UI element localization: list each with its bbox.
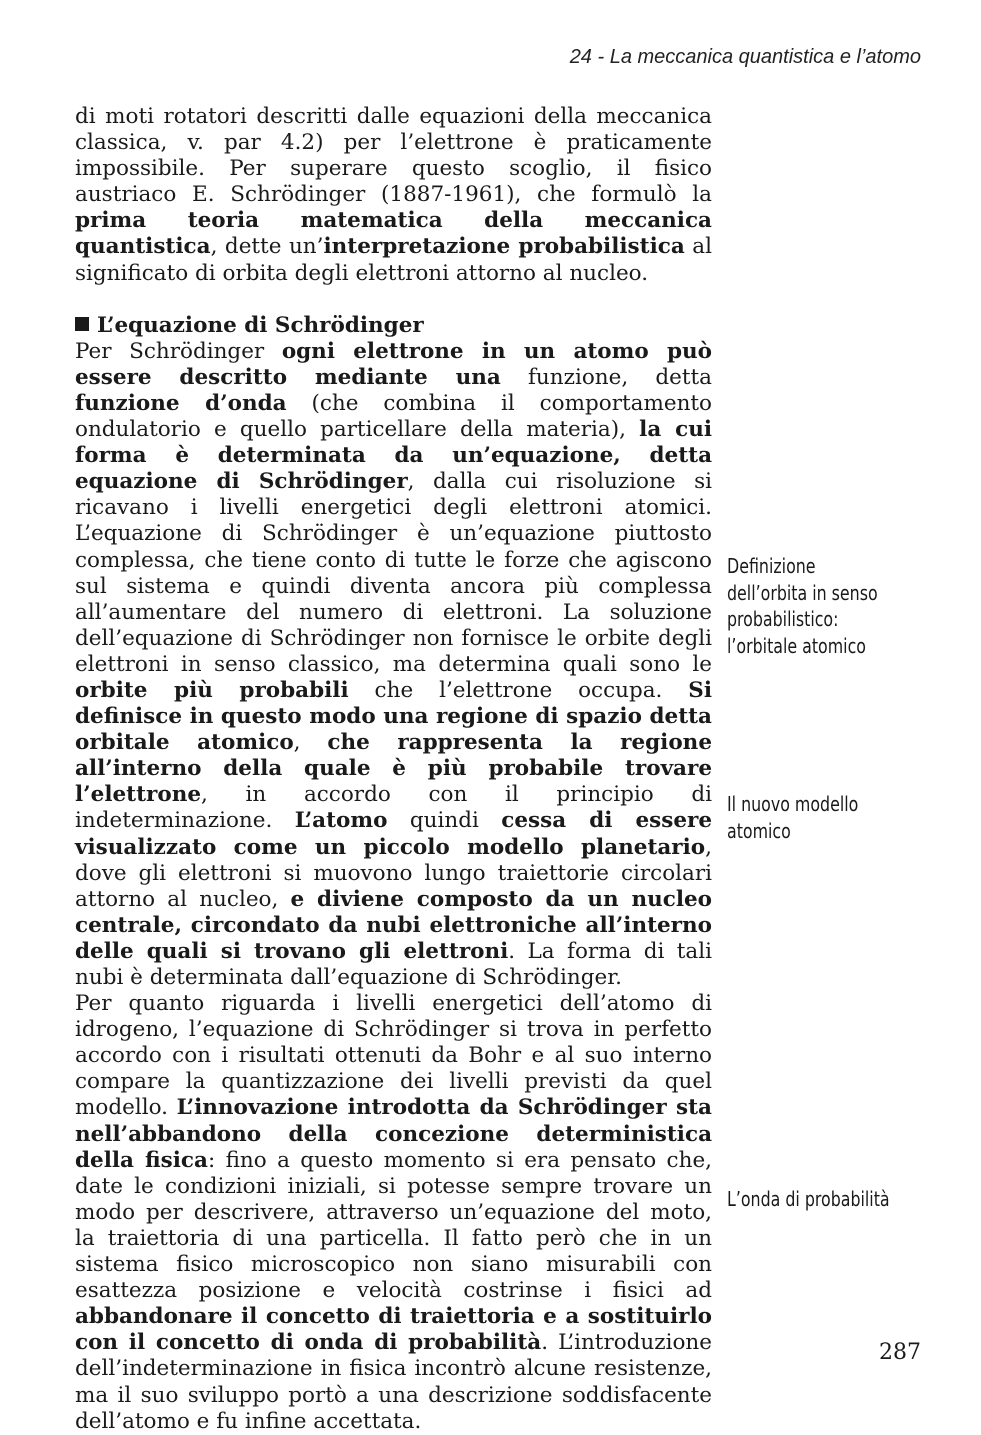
bold-run: prima teoria matematica della meccanica quantistica xyxy=(75,208,712,260)
text-run: , in accordo con il principio di indeterminazione. xyxy=(75,782,712,834)
margin-note-line: Il nuovo modello xyxy=(727,792,859,816)
text-run: (che combina il comportamento ondulatorio e quello particellare della materia), xyxy=(75,390,712,443)
text-run: : fino a questo momento si era pensato che, date le condizioni iniziali, si potesse sempre trovare un modo per descrivere, attraverso un’equazione del moto, la traiettoria di una particella. Il fatto però che in un sistema fisico microscopico non siano misurabili con esattezza posizione e velocità costrinse i fisici ad xyxy=(75,1147,713,1304)
bold-run: che rappresenta la regione all’interno della quale è più probabile trovare l’elettrone xyxy=(75,730,712,808)
margin-note-probability-wave xyxy=(727,1186,929,1213)
bold-run: e diviene composto da un nucleo centrale, circondato da nubi elettroniche all’interno delle quali si trovano gli elettroni xyxy=(75,886,713,964)
bold-run: cessa di essere visualizzato come un piccolo modello planetario xyxy=(75,808,713,860)
bold-run: Si definisce in questo modo una regione di spazio detta orbitale atomico xyxy=(75,677,712,756)
running-head: 24 - La meccanica quantistica e l’atomo xyxy=(569,46,921,68)
margin-note-line: probabilistico: xyxy=(727,607,839,631)
text-run: Per Schrödinger xyxy=(75,338,282,364)
bold-run: orbite più probabili xyxy=(75,677,349,703)
margin-note-line: atomico xyxy=(727,818,791,843)
margin-note-line: L’onda di probabilità xyxy=(727,1187,890,1211)
margin-note-new-model xyxy=(727,791,929,844)
paragraph-schrodinger-equation xyxy=(75,339,712,991)
paragraph-intro xyxy=(75,104,712,287)
paragraph-determinism xyxy=(75,991,712,1435)
bold-run: L’atomo xyxy=(294,808,388,834)
main-text-column xyxy=(75,104,712,1435)
bold-run: funzione d’onda xyxy=(75,390,287,416)
bold-run: la cui forma è determinata da un’equazione, detta equazione di Schrödinger xyxy=(75,417,712,495)
page-number: 287 xyxy=(879,1340,921,1365)
text-run: . L’introduzione dell’indeterminazione in fisica incontrò alcune resistenze, ma il suo sviluppo portò a una descrizione soddisfacente dell’atomo e fu infine accettata. xyxy=(75,1330,713,1434)
margin-note-orbital-definition xyxy=(727,553,929,659)
text-run: , dalla cui risoluzione si ricavano i livelli energetici degli elettroni atomici. L’equazione di Schrödinger è un’equazione piuttosto complessa, che tiene conto di tutte le forze che agiscono sul sistema e quindi diventa ancora più complessa all’aumentare del numero di elettroni. La soluzione dell’equazione di Schrödinger non fornisce le orbite degli elettroni in senso classico, ma determina quali sono le xyxy=(75,469,712,677)
text-run: , dove gli elettroni si muovono lungo traiettorie circolari attorno al nucleo, xyxy=(75,834,712,912)
text-run: funzione, detta xyxy=(500,364,712,390)
text-run: che l’elettrone occupa. xyxy=(348,677,689,703)
text-run: , dette un’ xyxy=(210,234,324,260)
text-run: Per quanto riguarda i livelli energetici dell’atomo di idrogeno, l’equazione di Schrödinger si trova in perfetto accordo con i risultati ottenuti da Bohr e al suo interno compare la quantizzazione dei livelli previsti da quel modello. xyxy=(75,991,712,1121)
text-run: di moti rotatori descritti dalle equazioni della meccanica classica, v. par 4.2) per l’elettrone è praticamente impossibile. Per superare questo scoglio, il fisico austriaco E. Schrödinger (1887-1961), che formulò la xyxy=(75,104,712,208)
text-run: quindi xyxy=(387,808,502,834)
bold-run: L’innovazione introdotta da Schrödinger sta nell’abbandono della concezione deterministica della fisica xyxy=(75,1095,712,1173)
section-heading xyxy=(75,313,712,339)
bold-run: abbandonare il concetto di traiettoria e a sostituirlo con il concetto di onda di probabilità xyxy=(75,1304,712,1356)
section-heading-label: L’equazione di Schrödinger xyxy=(97,312,424,338)
margin-note-line: l’orbitale atomico xyxy=(727,633,866,658)
text-run: , xyxy=(293,730,328,756)
bold-run: interpretazione probabilistica xyxy=(323,234,685,260)
square-bullet-icon xyxy=(75,317,89,331)
margin-note-line: Definizione xyxy=(727,554,816,578)
section-spacer xyxy=(75,287,712,313)
text-run: al significato di orbita degli elettroni attorno al nucleo. xyxy=(75,234,712,286)
margin-note-line: dell’orbita in senso xyxy=(727,580,878,605)
bold-run: ogni elettrone in un atomo può essere descritto mediante una xyxy=(75,338,712,390)
text-run: . La forma di tali nubi è determinata dall’equazione di Schrödinger. xyxy=(75,938,712,990)
